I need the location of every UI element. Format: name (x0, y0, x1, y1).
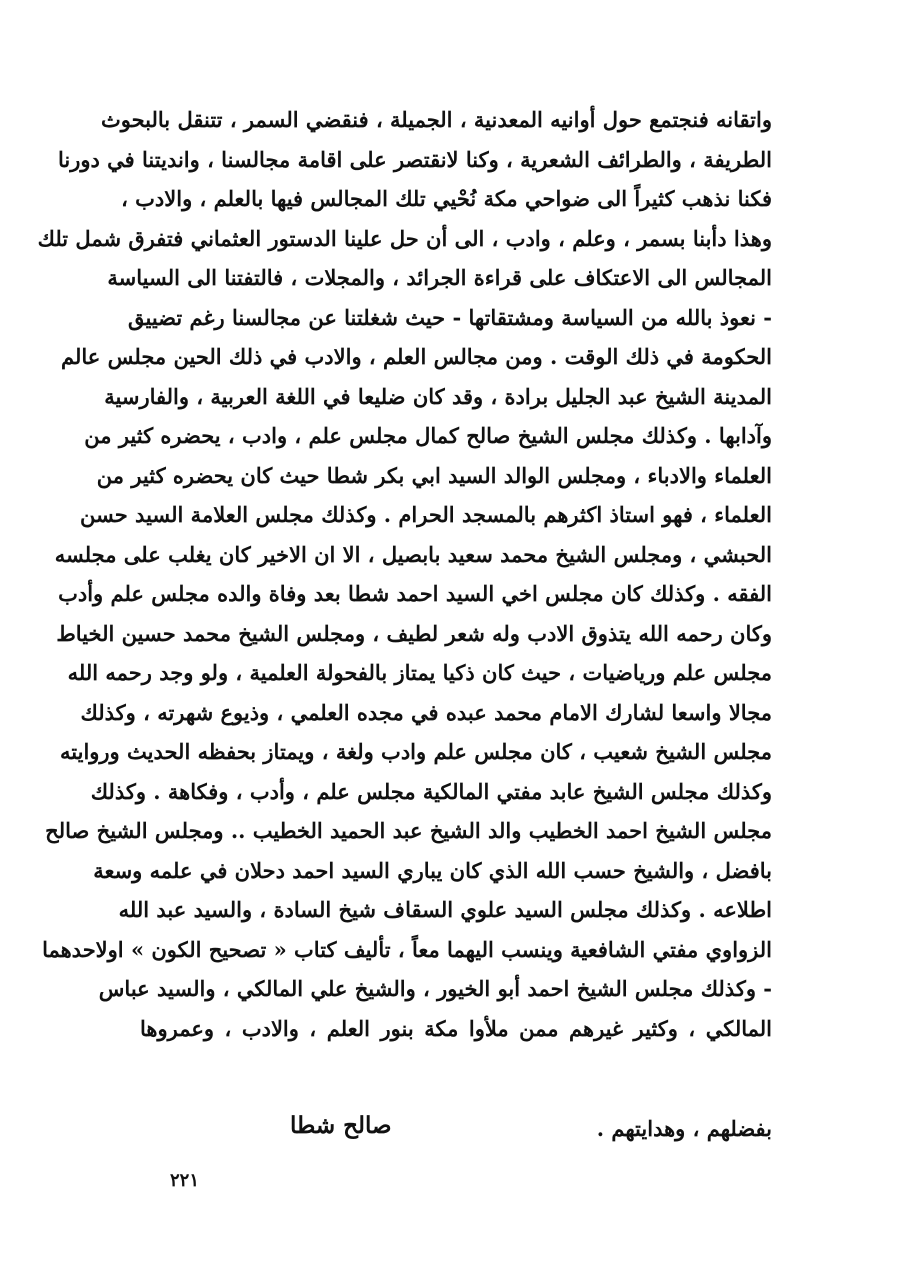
author-signature: صالح شطا (290, 1112, 392, 1139)
text-line: الزواوي مفتي الشافعية وينسب اليهما معاً ، تأليف كتاب « تصحيح الكون » اولاحدهما (42, 936, 772, 962)
text-line: مجالا واسعا لشارك الامام محمد عبده في مجده العلمي ، وذيوع شهرته ، وكذلك (80, 699, 772, 725)
text-line: وكان رحمه الله يتذوق الادب وله شعر لطيف ، ومجلس الشيخ محمد حسين الخياط (56, 620, 772, 646)
text-line: - وكذلك مجلس الشيخ احمد أبو الخيور ، والشيخ علي المالكي ، والسيد عباس (98, 976, 772, 1001)
text-line: الحبشي ، ومجلس الشيخ محمد سعيد بابصيل ، الا ان الاخير كان يغلب على مجلسه (54, 541, 772, 567)
text-line: مجلس الشيخ شعيب ، كان مجلس علم وادب ولغة ، ويمتاز بحفظه الحديث وروايته (60, 739, 772, 764)
body-text (37, 100, 772, 1048)
text-line: المجالس الى الاعتكاف على قراءة الجرائد ، والمجلات ، فالتفتنا الى السياسة (107, 265, 772, 290)
text-line: - نعوذ بالله من السياسة ومشتقاتها - حيث شغلتنا عن مجالسنا رغم تضييق (127, 304, 772, 330)
text-line: المدينة الشيخ عبد الجليل برادة ، وقد كان ضليعا في اللغة العربية ، والفارسية (104, 383, 772, 409)
text-line: وآدابها . وكذلك مجلس الشيخ صالح كمال مجلس علم ، وادب ، يحضره كثير من (84, 423, 772, 448)
text-line: واتقانه فنجتمع حول أوانيه المعدنية ، الجميلة ، فنقضي السمر ، تتنقل بالبحوث (101, 107, 772, 132)
text-line: الفقه . وكذلك كان مجلس اخي السيد احمد شطا بعد وفاة والده مجلس علم وأدب (58, 581, 772, 606)
text-line: الطريفة ، والطرائف الشعرية ، وكنا لانقتصر على اقامة مجالسنا ، وانديتنا في دورنا (57, 146, 772, 172)
text-line: اطلاعه . وكذلك مجلس السيد علوي السقاف شيخ السادة ، والسيد عبد الله (118, 897, 772, 922)
text-line: العلماء ، فهو استاذ اكثرهم بالمسجد الحرام . وكذلك مجلس العلامة السيد حسن (80, 502, 772, 527)
page-number: ٢٢١ (170, 1170, 200, 1191)
text-line: مجلس الشيخ احمد الخطيب والد الشيخ عبد الحميد الخطيب .. ومجلس الشيخ صالح (45, 818, 772, 843)
text-line: وهذا دأبنا بسمر ، وعلم ، وادب ، الى أن حل علينا الدستور العثماني فتفرق شمل تلك (37, 225, 772, 251)
text-line: فكنا نذهب كثيراً الى ضواحي مكة نُحْيي تلك المجالس فيها بالعلم ، والادب ، (121, 186, 772, 211)
text-line: مجلس علم ورياضيات ، حيث كان ذكيا يمتاز بالفحولة العلمية ، ولو وجد رحمه الله (67, 660, 772, 685)
closing-line: بفضلهم ، وهدايتهم . (596, 1116, 772, 1141)
text-line: وكذلك مجلس الشيخ عابد مفتي المالكية مجلس علم ، وأدب ، وفكاهة . وكذلك (90, 778, 772, 804)
text-line: الحكومة في ذلك الوقت . ومن مجالس العلم ، والادب في ذلك الحين مجلس عالم (61, 344, 772, 369)
text-line: بافضل ، والشيخ حسب الله الذي كان يباري السيد احمد دحلان في علمه وسعة (93, 857, 772, 883)
text-line: المالكي ، وكثير غيرهم ممن ملأوا مكة بنور العلم ، والادب ، وعمروها (140, 1015, 772, 1041)
text-line: العلماء والادباء ، ومجلس الوالد السيد ابي بكر شطا حيث كان يحضره كثير من (96, 462, 772, 488)
